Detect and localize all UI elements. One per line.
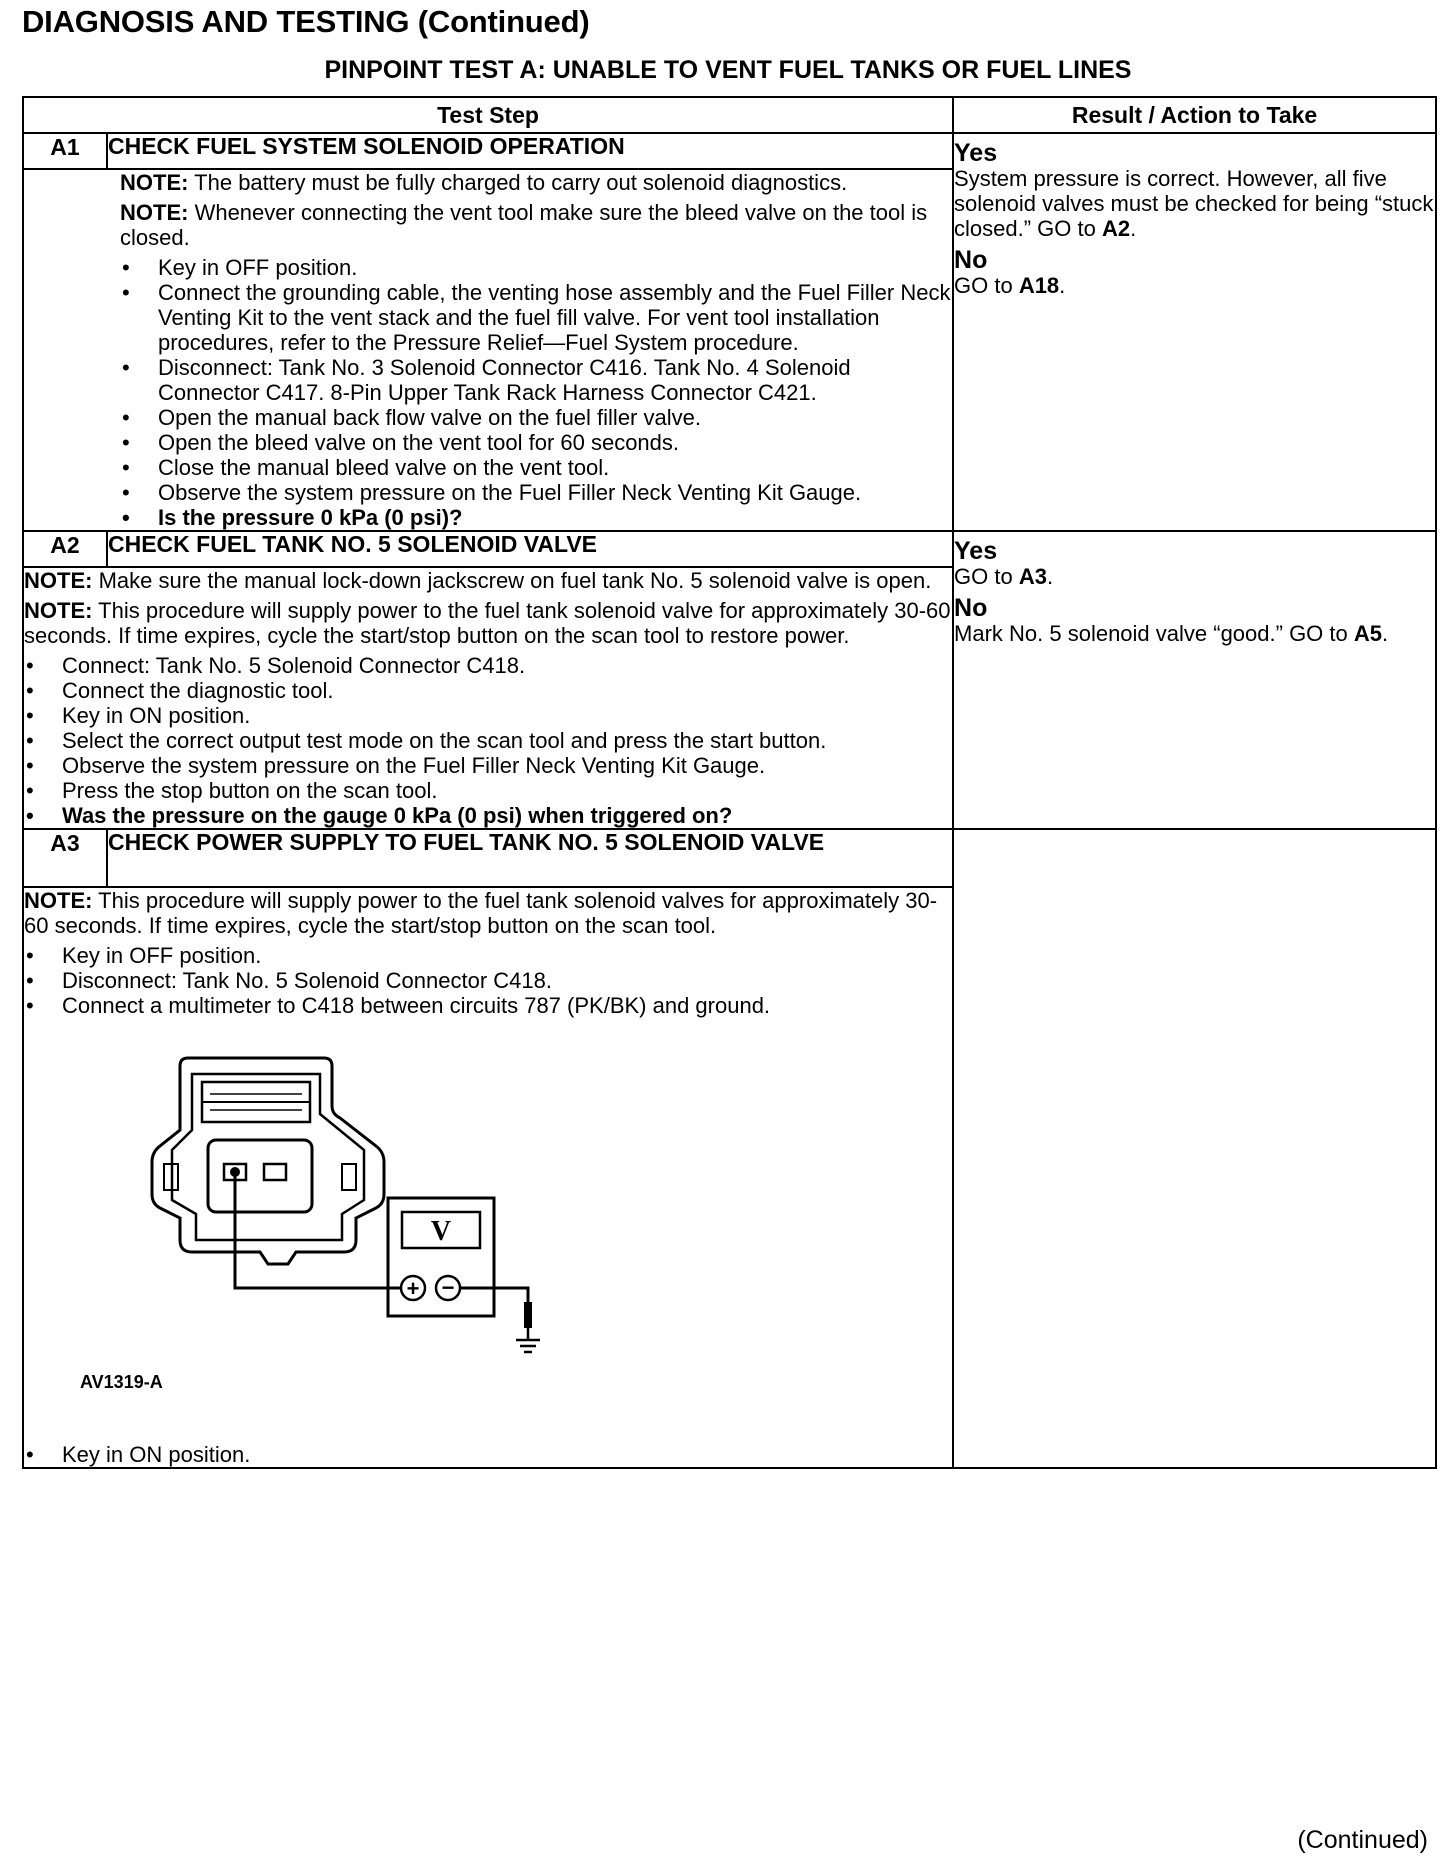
ground-icon — [516, 1340, 540, 1352]
list-item: • Key in ON position. — [24, 1442, 952, 1467]
list-item: • Open the bleed valve on the vent tool for 60 seconds. — [120, 430, 952, 455]
step-a1-no-text: GO to A18. — [954, 273, 1066, 298]
svg-text:−: − — [441, 1275, 455, 1300]
list-item: • Connect: Tank No. 5 Solenoid Connector C418. — [24, 653, 952, 678]
continued-label: (Continued) — [1297, 1826, 1428, 1854]
list-item: • Key in OFF position. — [120, 255, 952, 280]
list-item: • Connect the grounding cable, the venting hose assembly and the Fuel Filler Neck Venting Kit to the vent stack and the fuel fill valve. For vent tool installation procedures, refer to the Pressure Relief—Fuel System procedure. — [120, 280, 952, 355]
step-a3-result — [953, 829, 1436, 1468]
step-a2-yes-text: GO to A3. — [954, 564, 1054, 589]
step-a1-no-label: No — [954, 246, 988, 274]
page-title: DIAGNOSIS AND TESTING (Continued) — [22, 4, 590, 39]
pinpoint-test-table — [22, 96, 1437, 1469]
step-a2-title: CHECK FUEL TANK NO. 5 SOLENOID VALVE — [107, 531, 953, 567]
step-a2-body — [23, 567, 953, 829]
step-a1-no-ref: A18 — [1018, 273, 1060, 298]
figure-id: AV1319-A — [80, 1372, 163, 1392]
step-a1-yes-ref: A2 — [1101, 216, 1131, 241]
step-a1-header-row — [23, 133, 1436, 169]
step-a3-bullets — [24, 943, 952, 1018]
step-a3-body — [23, 887, 953, 1468]
terminal-pin-2 — [264, 1164, 286, 1180]
step-a1-note-1: NOTE: The battery must be fully charged to carry out solenoid diagnostics. — [120, 170, 848, 195]
step-a2-bullets — [24, 653, 952, 828]
connector-multimeter-diagram — [24, 1018, 724, 1438]
list-item: • Disconnect: Tank No. 3 Solenoid Connector C416. Tank No. 4 Solenoid Connector C417. 8-Pin Upper Tank Rack Harness Connector C421. — [120, 355, 952, 405]
step-a2-yes-ref: A3 — [1018, 564, 1047, 589]
step-a1-result — [953, 133, 1436, 531]
probe-lead-positive — [235, 1172, 402, 1288]
list-item: • Press the stop button on the scan tool. — [24, 778, 952, 803]
step-a1-yes-label: Yes — [954, 139, 998, 167]
col-header-test-step: Test Step — [23, 97, 953, 133]
step-a1-title: CHECK FUEL SYSTEM SOLENOID OPERATION — [107, 133, 953, 169]
list-item: • Observe the system pressure on the Fuel Filler Neck Venting Kit Gauge. — [24, 753, 952, 778]
step-a2-id: A2 — [23, 531, 107, 567]
step-a2-result — [953, 531, 1436, 829]
step-a3-header-row — [23, 829, 1436, 887]
step-a1-id: A1 — [23, 133, 107, 169]
step-a1-body — [23, 169, 953, 531]
list-item: • Close the manual bleed valve on the vent tool. — [120, 455, 952, 480]
list-item: • Connect a multimeter to C418 between circuits 787 (PK/BK) and ground. — [24, 993, 952, 1018]
step-a3-title: CHECK POWER SUPPLY TO FUEL TANK NO. 5 SOLENOID VALVE — [107, 829, 953, 887]
list-item: • Connect the diagnostic tool. — [24, 678, 952, 703]
list-item: • Select the correct output test mode on the scan tool and press the start button. — [24, 728, 952, 753]
col-header-result: Result / Action to Take — [953, 97, 1436, 133]
step-a3-id: A3 — [23, 829, 107, 887]
pinpoint-test-title: PINPOINT TEST A: UNABLE TO VENT FUEL TANKS OR FUEL LINES — [324, 56, 1132, 84]
step-a2-header-row — [23, 531, 1436, 567]
table-header-row — [23, 97, 1436, 133]
step-a2-no-ref: A5 — [1353, 621, 1382, 646]
connector-outline — [152, 1058, 384, 1264]
step-a2-note-2: NOTE: This procedure will supply power to the fuel tank solenoid valve for approximately 30-60 seconds. If time expires, cycle the start/stop button on the scan tool to restore power. — [24, 598, 951, 648]
step-a3-note-1: NOTE: This procedure will supply power to the fuel tank solenoid valves for approximately 30-60 seconds. If time expires, cycle the start/stop button on the scan tool. — [24, 888, 938, 938]
list-item: • Key in ON position. — [24, 703, 952, 728]
list-item: • Open the manual back flow valve on the fuel filler valve. — [120, 405, 952, 430]
step-a2-note-1: NOTE: Make sure the manual lock-down jackscrew on fuel tank No. 5 solenoid valve is open. — [24, 568, 932, 593]
step-a2-yes-label: Yes — [954, 537, 998, 565]
step-a1-yes-text: System pressure is correct. However, all five solenoid valves must be checked for being “stuck closed.” GO to A2. — [954, 166, 1434, 241]
step-a1-question: • Is the pressure 0 kPa (0 psi)? — [120, 505, 952, 530]
step-a3-bullets-after — [24, 1442, 952, 1467]
step-a1-note-2: NOTE: Whenever connecting the vent tool make sure the bleed valve on the tool is closed. — [120, 200, 928, 250]
step-a2-no-label: No — [954, 594, 988, 622]
step-a2-question: • Was the pressure on the gauge 0 kPa (0 psi) when triggered on? — [24, 803, 952, 828]
step-a1-bullets — [120, 255, 952, 530]
step-a2-no-text: Mark No. 5 solenoid valve “good.” GO to A5. — [954, 621, 1389, 646]
list-item: • Observe the system pressure on the Fuel Filler Neck Venting Kit Gauge. — [120, 480, 952, 505]
svg-text:+: + — [406, 1276, 420, 1301]
multimeter-v-symbol: V — [430, 1216, 452, 1247]
list-item: • Disconnect: Tank No. 5 Solenoid Connector C418. — [24, 968, 952, 993]
list-item: • Key in OFF position. — [24, 943, 952, 968]
